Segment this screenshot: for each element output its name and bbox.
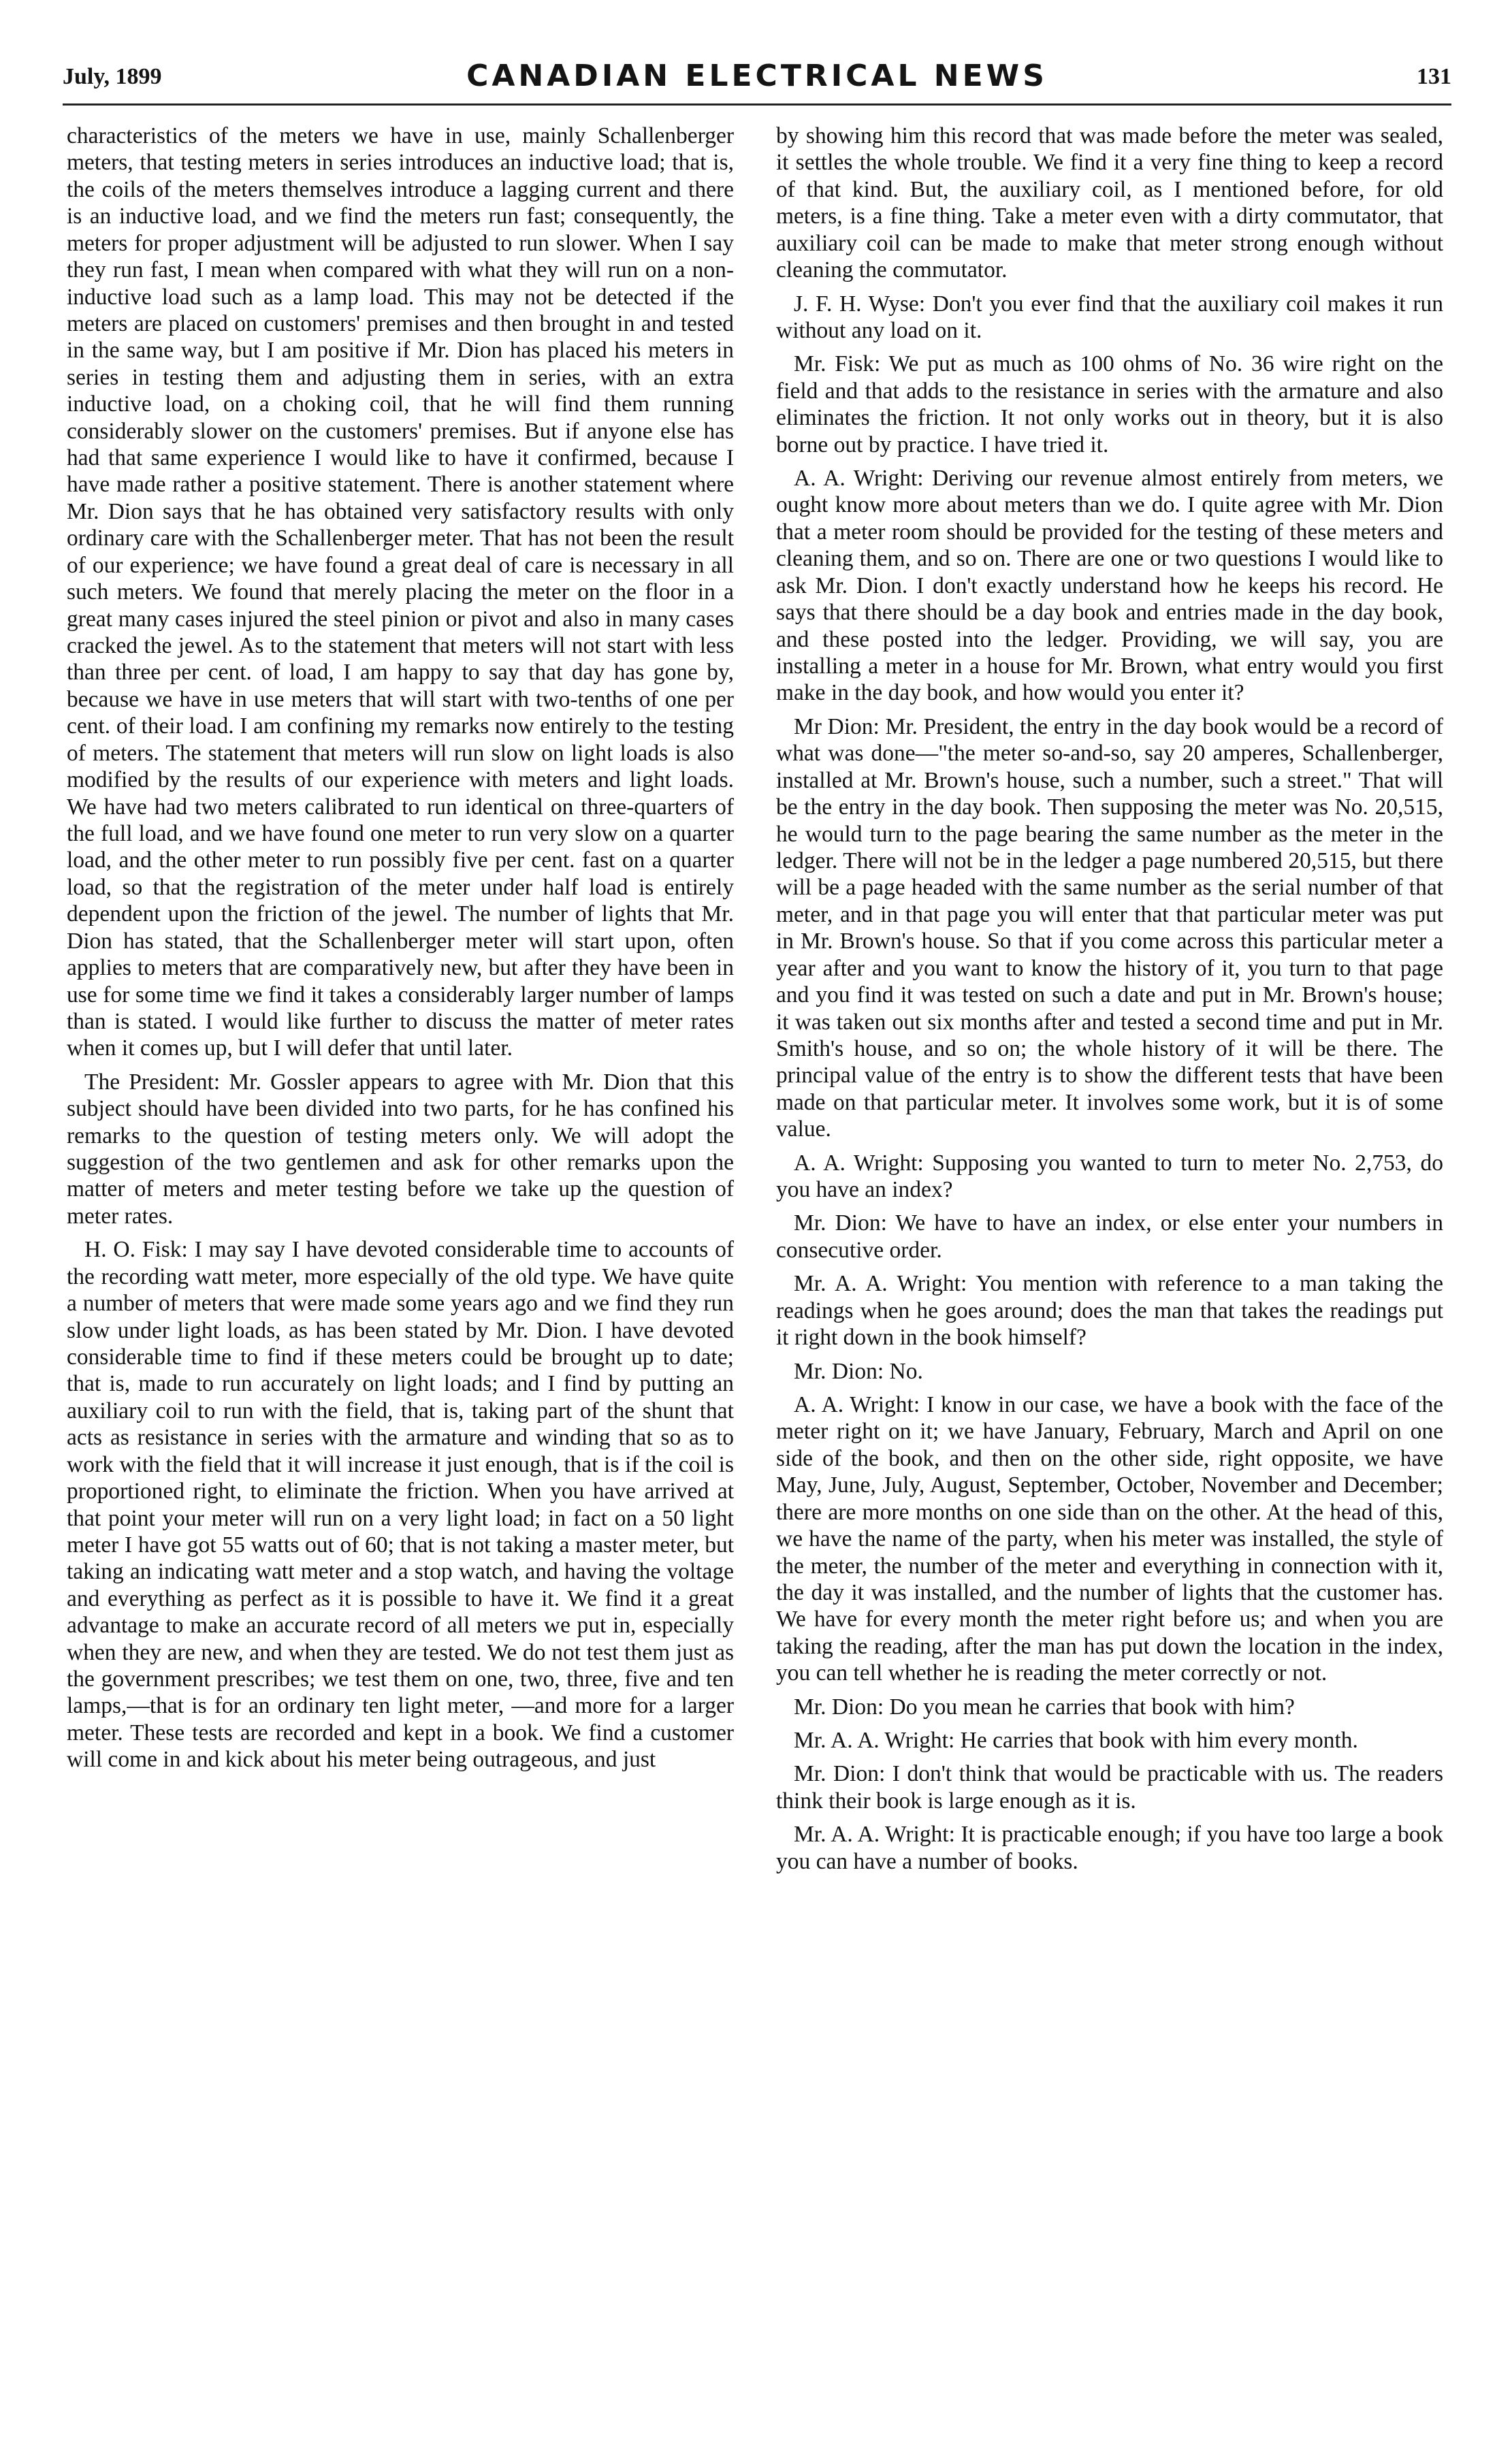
paragraph: Mr. A. A. Wright: It is practicable enough; if you have too large a book you can have a number of books. <box>776 1822 1443 1874</box>
paragraph: Mr Dion: Mr. President, the entry in the day book would be a record of what was done—"the meter so-and-so, say 20 amperes, Schallenberger, installed at Mr. Brown's house, such a number, such a street." That will be the entry in the day book. Then supposing the meter was No. 20,515, he would turn to the page bearing the same number as the meter in the ledger. There will not be in the ledger a page numbered 20,515, but there will be a page headed with the same number as the serial number of that meter, and in that page you will enter that that particular meter was put in Mr. Brown's house. So that if you come across this particular meter a year after and you want to know the history of it, you turn to that page and you find it was tested on such a date and put in Mr. Brown's house; it was taken out six months after and tested a second time and put in Mr. Smith's house, and so on; the whole history of it will be there. The principal value of the entry is to show the different tests that have been made on that particular meter. It involves some work, but it is of some value. <box>776 713 1443 1142</box>
left-column <box>67 123 734 1773</box>
paragraph: Mr. Dion: We have to have an index, or else enter your numbers in consecutive order. <box>776 1210 1443 1263</box>
publication-title: CANADIAN ELECTRICAL NEWS <box>466 59 1048 93</box>
paragraph: Mr. Dion: No. <box>794 1358 923 1384</box>
page-header <box>63 59 1451 103</box>
paragraph: Mr. Fisk: We put as much as 100 ohms of No. 36 wire right on the field and that adds to the resistance in series with the armature and also eliminates the friction. It not only works out in theory, but it is also borne out by practice. I have tried it. <box>776 351 1443 457</box>
paragraph: characteristics of the meters we have in use, mainly Schallenberger meters, that testing meters in series introduces an inductive load; that is, the coils of the meters themselves introduce a lagging current and there is an inductive load, and we find the meters run fast; consequently, the meters for proper adjustment will be adjusted to run slower. When I say they run fast, I mean when compared with what they will run on a non-inductive load such as a lamp load. This may not be detected if the meters are placed on customers' premises and then brought in and tested in the same way, but I am positive if Mr. Dion has placed his meters in series in testing them and adjusting them in series, with an extra inductive load, on a choking coil, that he will find them running considerably slower on the customers' premises. But if anyone else has had that same experience I would like to have it confirmed, because I have made rather a positive statement. There is another statement where Mr. Dion says that he has obtained very satisfactory results with only ordinary care with the Schallenberger meter. That has not been the result of our experience; we have found a great deal of care is necessary in all such meters. We found that merely placing the meter on the floor in a great many cases injured the steel pinion or pivot and also in many cases cracked the jewel. As to the statement that meters will not start with less than three per cent. of load, I am happy to say that day has gone by, because we have in use meters that will start with two-tenths of one per cent. of their load. I am confining my remarks now entirely to the testing of meters. The statement that meters will run slow on light loads is also modified by the results of our experience with meters and light loads. We have had two meters calibrated to run identical on three-quarters of the full load, and we have found one meter to run very slow on a quarter load, and the other meter to run possibly five per cent. fast on a quarter load, so that the registration of the meter under half load is entirely dependent upon the friction of the jewel. The number of lights that Mr. Dion has stated, that the Schallenberger meter will start upon, often applies to meters that are comparatively new, but after they have been in use for some time we find it takes a considerably larger number of lamps than is stated. I would like further to discuss the matter of meter rates when it comes up, but I will defer that until later. <box>67 123 734 1061</box>
right-column <box>776 123 1443 1875</box>
paragraph: A. A. Wright: Deriving our revenue almost entirely from meters, we ought know more about meters than we do. I quite agree with Mr. Dion that a meter room should be provided for the testing of these meters and cleaning them, and so on. There are one or two questions I would like to ask Mr. Dion. I don't exactly understand how he keeps his record. He says that there should be a day book and entries made in the day book, and these posted into the ledger. Providing, we will say, you are installing a meter in a house for Mr. Brown, what entry would you first make in the day book, and how would you enter it? <box>776 466 1443 706</box>
paragraph: The President: Mr. Gossler appears to agree with Mr. Dion that this subject should have been divided into two parts, for he has confined his remarks to the question of testing meters only. We will adopt the suggestion of the two gentlemen and ask for other remarks upon the matter of meters and meter testing before we take up the question of meter rates. <box>67 1069 734 1229</box>
paragraph: J. F. H. Wyse: Don't you ever find that the auxiliary coil makes it run without any load on it. <box>776 291 1443 343</box>
paragraph: A. A. Wright: I know in our case, we have a book with the face of the meter right on it; we have January, February, March and April on one side of the book, and then on the other side, right opposite, we have May, June, July, August, September, October, November and December; there are more months on one side than on the other. At the head of this, we have the name of the party, when his meter was installed, the style of the meter, the number of the meter and everything in connection with it, the day it was installed, and the number of lights that the customer has. We have for every month the meter right before us; and when you are taking the reading, after the man has put down the location in the index, you can tell whether he is reading the meter correctly or not. <box>776 1391 1443 1686</box>
paragraph: Mr. A. A. Wright: He carries that book with him every month. <box>794 1728 1358 1754</box>
paragraph: A. A. Wright: Supposing you wanted to turn to meter No. 2,753, do you have an index? <box>776 1150 1443 1203</box>
paragraph: Mr. A. A. Wright: You mention with reference to a man taking the readings when he goes around; does the man that takes the readings put it right down in the book himself? <box>776 1271 1443 1351</box>
header-rule <box>63 103 1451 106</box>
page-number: 131 <box>1417 64 1451 89</box>
paragraph: Mr. Dion: Do you mean he carries that book with him? <box>794 1694 1295 1720</box>
paragraph: by showing him this record that was made before the meter was sealed, it settles the whole trouble. We find it a very fine thing to keep a record of that kind. But, the auxiliary coil, as I mentioned before, for old meters, is a fine thing. Take a meter even with a dirty commutator, that auxiliary coil can be made to make that meter strong enough without cleaning the commutator. <box>776 123 1443 283</box>
paragraph: Mr. Dion: I don't think that would be practicable with us. The readers think their book is large enough as it is. <box>776 1761 1443 1814</box>
issue-date: July, 1899 <box>63 64 162 89</box>
paragraph: H. O. Fisk: I may say I have devoted considerable time to accounts of the recording watt meter, more especially of the old type. We have quite a number of meters that were made some years ago and we find they run slow under light loads, as has been stated by Mr. Dion. I have devoted considerable time to find if these meters could be brought up to date; that is, made to run accurately on light loads; and I find by putting an auxiliary coil to run with the field, that is, taking part of the shunt that acts as resistance in series with the armature and winding that so as to work with the field that it will increase it just enough, that is if the coil is proportioned right, to eliminate the friction. When you have arrived at that point your meter will run on a very light load; in fact on a 50 light meter I have got 55 watts out of 60; that is not taking a master meter, but taking an indicating watt meter and a stop watch, and having the voltage and everything as perfect as it is possible to have it. We find it a great advantage to make an accurate record of all meters we put in, especially when they are new, and when they are tested. We do not test them just as the government prescribes; we test them on one, two, three, five and ten lamps,—that is for an ordinary ten light meter, —and more for a larger meter. These tests are recorded and kept in a book. We find a customer will come in and kick about his meter being outrageous, and just <box>67 1237 734 1773</box>
